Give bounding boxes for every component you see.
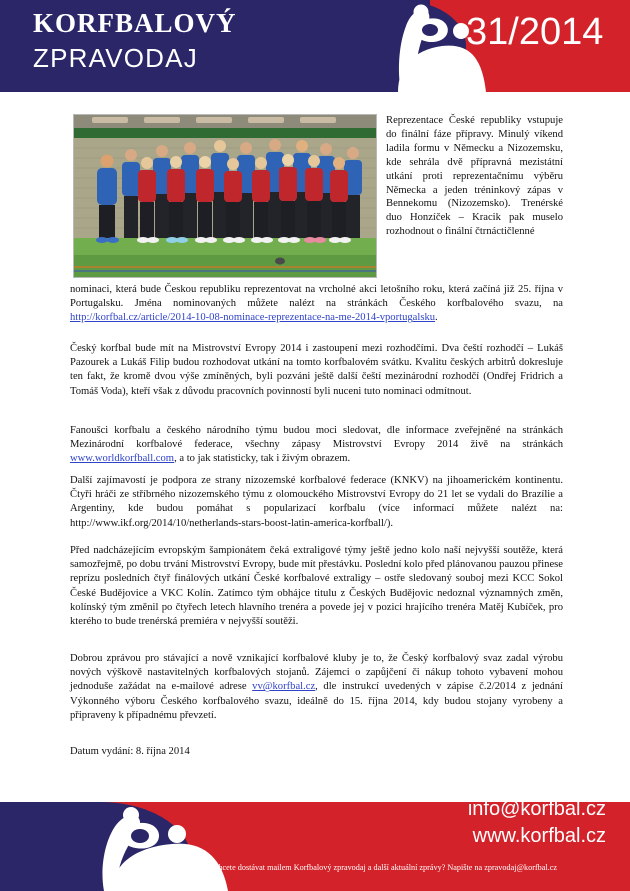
paragraph-broadcast-text-b: , a to jak statisticky, tak i živým obrazem. [174,453,351,465]
vv-email-link[interactable]: vv@korfbal.cz [252,681,316,693]
page-header [0,0,630,92]
footer-email[interactable]: info@korfbal.cz [467,798,606,820]
paragraph-referees: Český korfbal bude mít na Mistrovství Evropy 2014 i zastoupení mezi rozhodčími. Dva čeští rozhodčí – Lukáš Pazourek a Lukáš Filip budou rozhodovat utkání na tomto korfbalovém svátku. Kvalitu českých arbitrů dokresluje ten fakt, že kromě dvou výše zmíněných, byli pozváni ještě další čeští mezinárodní rozhodčí (Ondřej Fridrich a Tomáš Voda), kteří však z důvodu pracovních povinností byli nuceni tuto nominaci odmítnout. [70,343,563,397]
paragraph-extraliga: Před nadcházejícím evropským šampionátem čeká extraligové týmy ještě jedno kolo naší nejvyšší soutěže, která samozřejmě, po dobu trvání Mistrovství Evropy, bude mít přestávku. Poslední kolo před plánovanou pauzou přinese reprízu posledních čtyř finálových utkání České korfbalové extraligy – ostře sledovaný souboj mezi KCC Sokol České Budějovice a VKC Kolín. Zatímco tým obhájce titulu z Českých Budějovic nedoznal významných změn, kolínský tým změnil po čtyřech letech hlavního trenéra a povede jej v pozici hrajícího trenéra Matěj Kubíček, pro kterého to bude trenérská premiéra v nejvyšší soutěži. [70,545,563,628]
page-content [0,92,630,792]
worldkorfball-link[interactable]: www.worldkorfball.com [70,453,175,465]
footer-subscribe-note: Chcete dostávat mailem Korfbalový zpravodaj a další aktuální zprávy? Napište na zpravodaj@korfbal.cz [212,863,557,872]
team-photo [73,114,377,278]
paragraph-knkv-support [70,474,563,531]
paragraph-knkv-text-b: ). [386,517,394,529]
issue-number: 31/2014 [466,11,604,53]
newsletter-title-secondary: ZPRAVODAJ [33,43,198,73]
ikf-url-text: http://www.ikf.org/2014/10/netherlands-stars-boost-latin-america-korfball/ [70,517,387,529]
korfbal-nomination-link[interactable]: http://korfbal.cz/article/2014-10-08-nominace-reprezentace-na-me-2014-vportugalsku [70,312,436,324]
paragraph-broadcast-text-a: Fanoušci korfbalu a českého národního týmu budou moci sledovat, dle informace zveřejněné na stránkách Mezinárodní korfbalové federace, všechny zápasy Mistrovství Evropy 2014 živě na stránkách [70,425,563,451]
paragraph-equipment-text-a: Dobrou zprávou pro stávající a nově vznikající korfbalové kluby je to, že Český korfbalový svaz zadal výrobu nových výškově nastavitelných korfbalových stojanů. Zájemci o zapůjčení či nákup tohoto vybavení mohou jednoduše zažádat na e-mailové adrese [70,653,563,693]
paragraph-knkv-text-a: Další zajímavostí je podpora ze strany nizozemské korfbalové federace (KNKV) na jihoamerickém kontinentu. Čtyři hráči ze stříbrného nizozemského týmu z olomouckého Mistrovství Evropy do 21 let se vydali do Brazílie a Argentiny, kde budou pomáhat s popularizací korfbalu (více informací můžete nalézt na: [70,475,563,515]
paragraph-broadcast [70,424,563,467]
paragraph-nomination-text-a: nominaci, která bude Českou republiku reprezentovat na vrcholné akci letošního roku, která začíná již 25. října v Portugalsku. Jména nominovaných můžete nalézt na stránkách Českého korfbalového svazu, na [70,284,563,310]
footer-website[interactable]: www.korfbal.cz [472,825,606,847]
paragraph-equipment [70,652,563,723]
intro-paragraph: Reprezentace České republiky vstupuje do finální fáze přípravy. Minulý víkend ladila formu v Německu a Nizozemsku, kde sehrála dvě přípravná mezistátní utkání proti reprezentačnímu výběru Německa a jeden tréninkový zápas v Bennekomu (Nizozemsko). Trenérské duo Honzíček – Kracik pak muselo rozhodnout o finální čtrnáctičlenné [386,115,563,238]
page-footer [0,792,630,891]
paragraph-nomination-text-b: . [435,312,438,324]
paragraph-nomination [70,283,563,326]
newsletter-title-primary: KORFBALOVÝ [33,8,237,38]
paragraph-equipment-text-b: , dle instrukcí uvedených v zápise č.2/2014 z jednání Výkonného výboru Českého korfbalového svazu, ideálně do 15. října 2014, kdy budou stojany vyrobeny a připraveny k případnému převzetí. [70,681,563,721]
publication-date: Datum vydání: 8. října 2014 [70,746,190,757]
